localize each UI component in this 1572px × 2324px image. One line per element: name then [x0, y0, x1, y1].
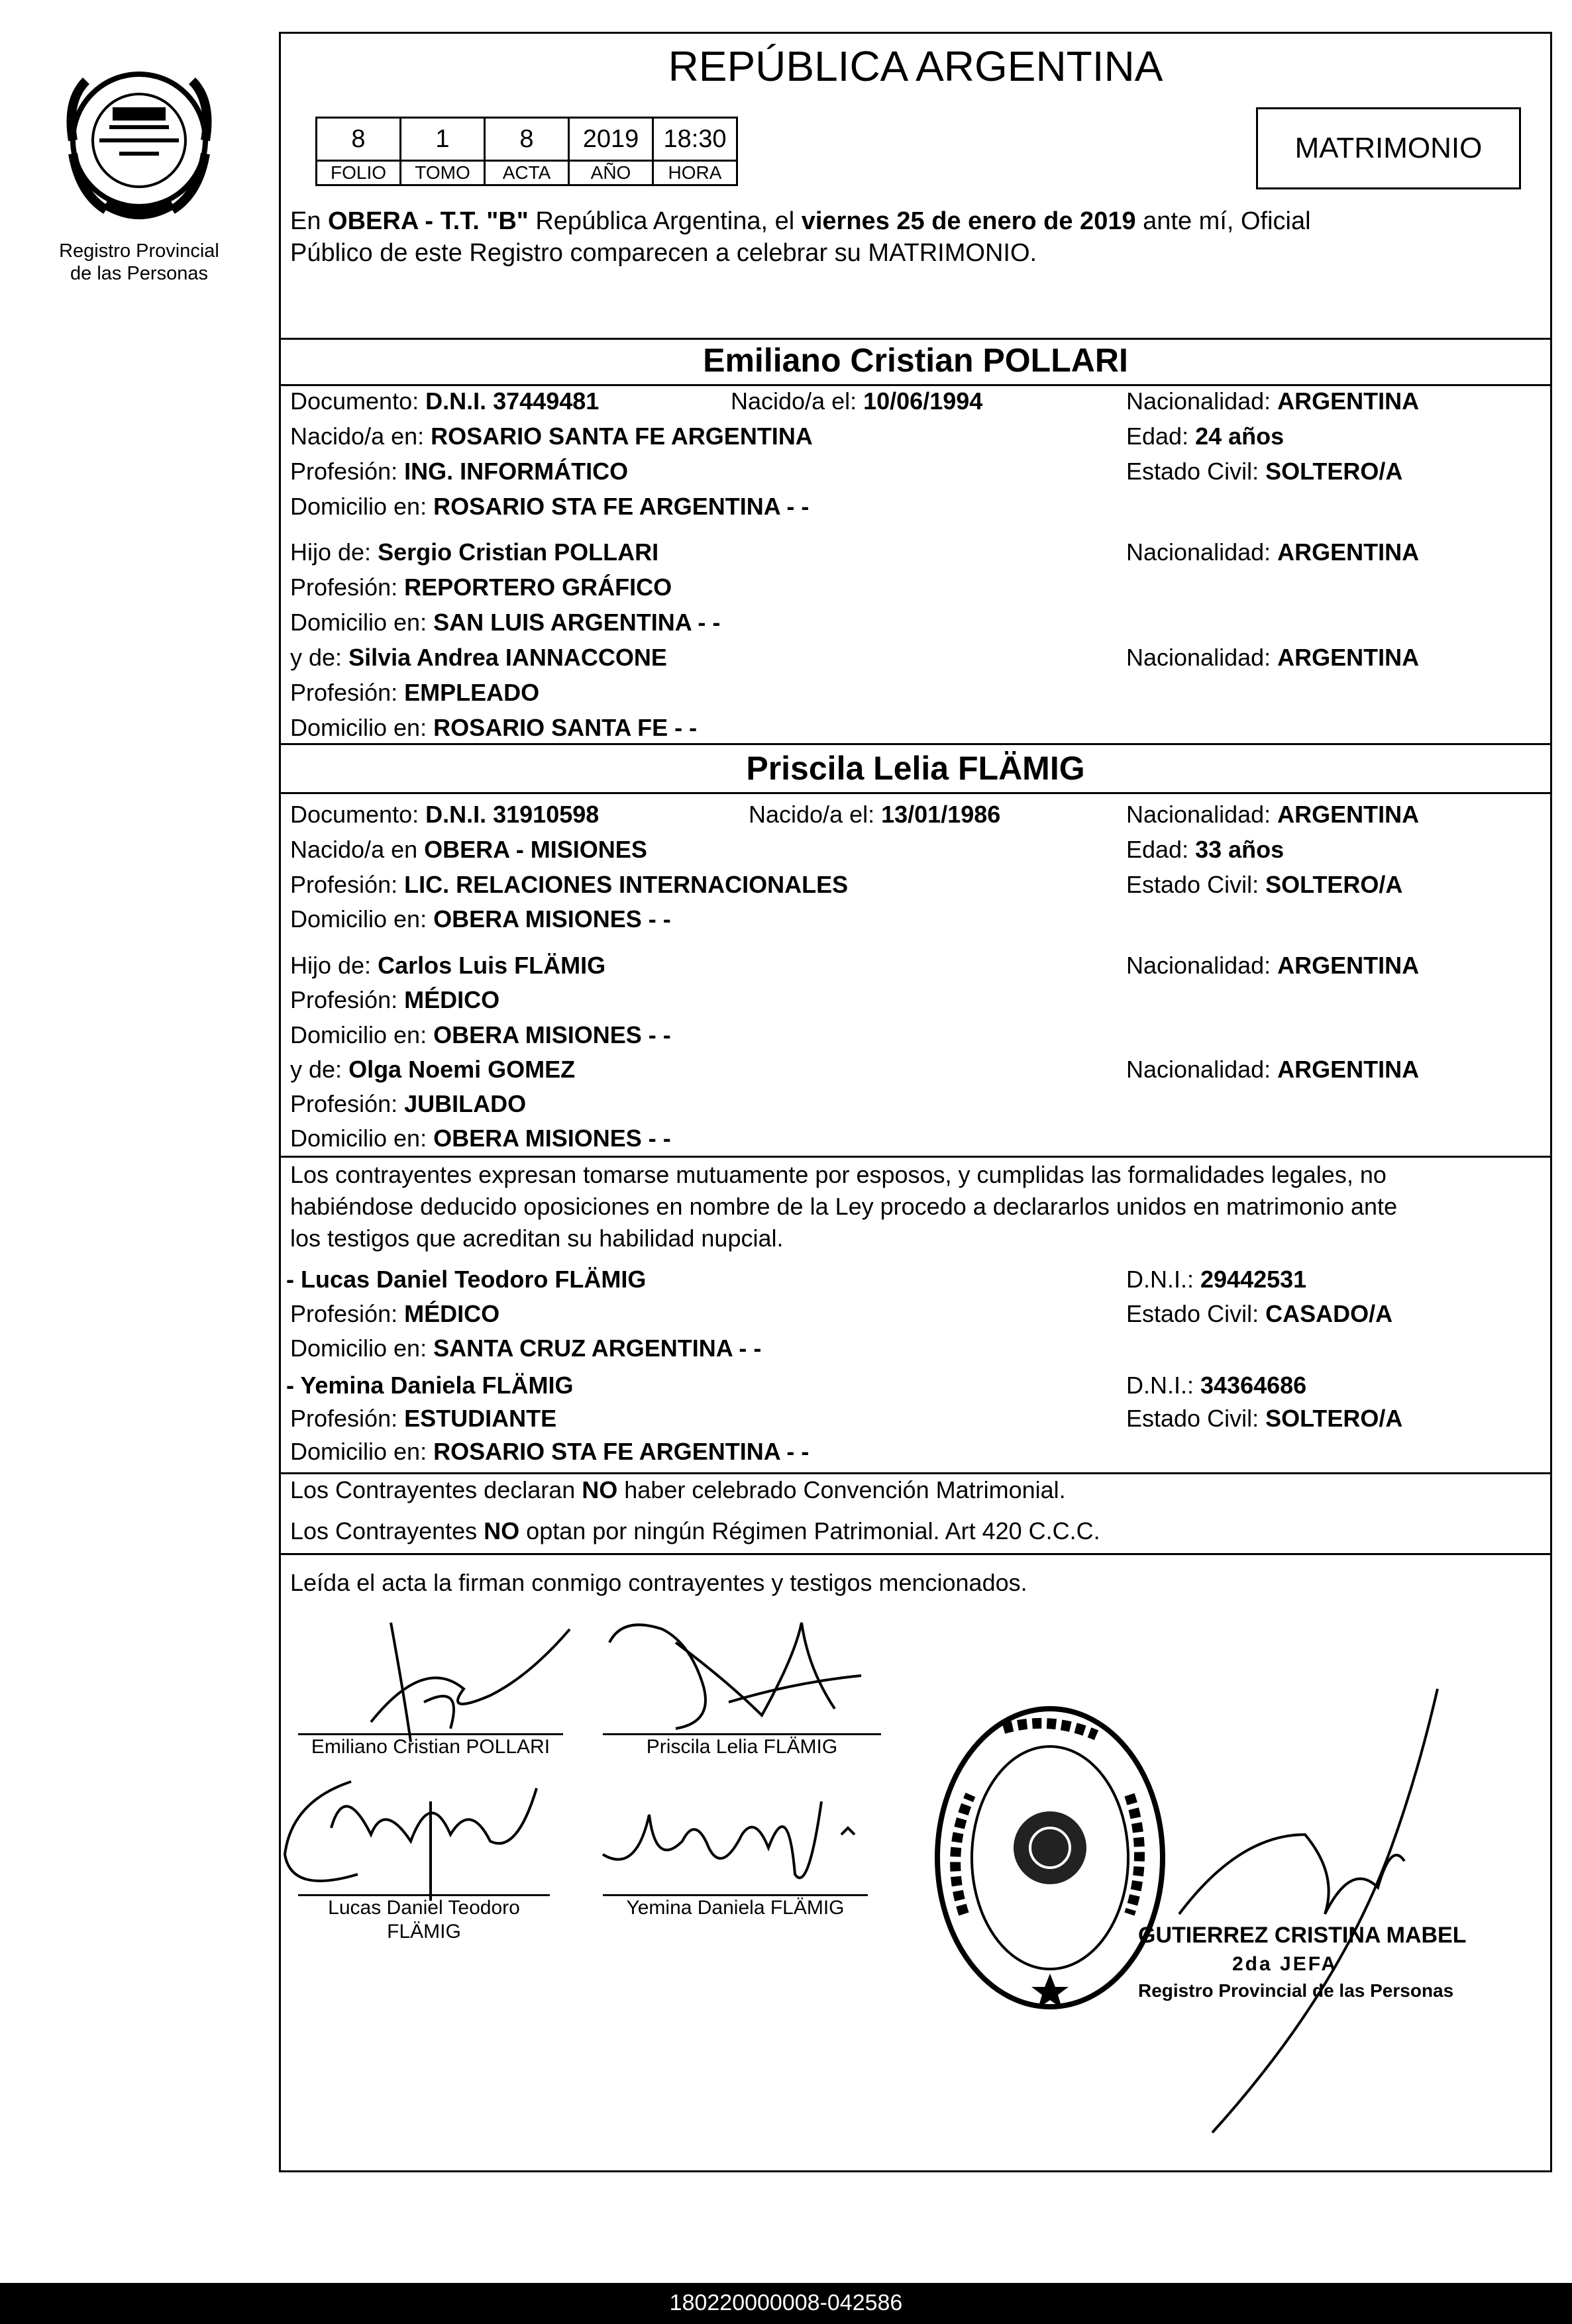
signature-witness2: [596, 1775, 874, 1901]
province-seal-logo: [60, 61, 219, 233]
signature-name-spouse2: Priscila Lelia FLÄMIG: [646, 1736, 838, 1758]
closing-statement: Leída el acta la firman conmigo contrayentes y testigos mencionados.: [290, 1569, 1027, 1596]
spouse1-mother-name: y de: Silvia Andrea IANNACCONE: [290, 644, 667, 671]
witness1-profession: Profesión: MÉDICO: [290, 1300, 500, 1327]
spouse1-profesion: Profesión: ING. INFORMÁTICO: [290, 458, 629, 485]
folio-label: FOLIO: [317, 161, 401, 185]
declaration-line1: Los contrayentes expresan tomarse mutuamente por esposos, y cumplidas las formalidades legales, no: [290, 1161, 1387, 1188]
witness2-domicile: Domicilio en: ROSARIO STA FE ARGENTINA - -: [290, 1438, 810, 1465]
declaration-line2: habiéndose deducido oposiciones en nombre de la Ley procedo a declararlos unidos en matrimonio ante: [290, 1193, 1398, 1220]
spouse1-nacido-en: Nacido/a en: ROSARIO SANTA FE ARGENTINA: [290, 423, 813, 450]
signature-name-witness1-line2: FLÄMIG: [387, 1921, 461, 1943]
convention-line1: Los Contrayentes declaran NO haber celebrado Convención Matrimonial.: [290, 1476, 1066, 1503]
barcode-number: 180220000008-042586: [669, 2290, 903, 2315]
witness1-dni: D.N.I.: 29442531: [1126, 1266, 1307, 1293]
witness2-name: - Yemina Daniela FLÄMIG: [286, 1372, 574, 1399]
divider: [279, 743, 1552, 745]
spouse1-estado-civil: Estado Civil: SOLTERO/A: [1126, 458, 1403, 485]
registry-table: [315, 117, 738, 186]
spouse1-name: Emiliano Cristian POLLARI: [703, 342, 1128, 379]
spouse1-father-profession: Profesión: REPORTERO GRÁFICO: [290, 574, 672, 601]
divider: [279, 1553, 1552, 1555]
spouse2-domicilio: Domicilio en: OBERA MISIONES - -: [290, 905, 671, 933]
signature-spouse1: [291, 1616, 636, 1748]
spouse2-name: Priscila Lelia FLÄMIG: [746, 750, 1085, 787]
signature-spouse2: [596, 1603, 901, 1748]
spouse2-nacido-en: Nacido/a en OBERA - MISIONES: [290, 836, 647, 863]
divider: [279, 1472, 1552, 1474]
anio-value: 2019: [569, 118, 653, 161]
divider: [279, 384, 1552, 386]
witness1-domicile: Domicilio en: SANTA CRUZ ARGENTINA - -: [290, 1335, 762, 1362]
logo-caption: [26, 240, 252, 285]
spouse2-profesion: Profesión: LIC. RELACIONES INTERNACIONALES: [290, 871, 849, 898]
tomo-label: TOMO: [401, 161, 485, 185]
official-name: GUTIERREZ CRISTINA MABEL: [1138, 1923, 1467, 1948]
declaration-line3: los testigos que acreditan su habilidad nupcial.: [290, 1225, 784, 1252]
witness1-name: - Lucas Daniel Teodoro FLÄMIG: [286, 1266, 647, 1293]
signature-name-spouse1: Emiliano Cristian POLLARI: [311, 1736, 550, 1758]
spouse2-nacionalidad: Nacionalidad: ARGENTINA: [1126, 801, 1420, 828]
divider: [279, 1156, 1552, 1158]
signature-official: [1139, 1676, 1484, 2139]
spouse1-domicilio: Domicilio en: ROSARIO STA FE ARGENTINA - -: [290, 493, 810, 520]
spouse1-mother-domicile: Domicilio en: ROSARIO SANTA FE - -: [290, 714, 698, 741]
spouse1-edad: Edad: 24 años: [1126, 423, 1284, 450]
country-title: REPÚBLICA ARGENTINA: [668, 42, 1163, 90]
spouse1-father-name: Hijo de: Sergio Cristian POLLARI: [290, 538, 659, 566]
spouse2-father-nationality: Nacionalidad: ARGENTINA: [1126, 952, 1420, 979]
acta-value: 8: [485, 118, 569, 161]
spouse1-father-nationality: Nacionalidad: ARGENTINA: [1126, 538, 1420, 566]
spouse2-estado-civil: Estado Civil: SOLTERO/A: [1126, 871, 1403, 898]
divider: [279, 792, 1552, 794]
spouse2-mother-name: y de: Olga Noemi GOMEZ: [290, 1056, 576, 1083]
hora-value: 18:30: [653, 118, 737, 161]
acta-label: ACTA: [485, 161, 569, 185]
witness1-civil-status: Estado Civil: CASADO/A: [1126, 1300, 1393, 1327]
official-office: Registro Provincial de las Personas: [1138, 1980, 1454, 2001]
logo-caption-line1: Registro Provincial: [59, 240, 219, 262]
document-type-box: MATRIMONIO: [1256, 107, 1521, 189]
folio-value: 8: [317, 118, 401, 161]
witness2-profession: Profesión: ESTUDIANTE: [290, 1405, 557, 1432]
spouse2-mother-profession: Profesión: JUBILADO: [290, 1090, 527, 1117]
logo-caption-line2: de las Personas: [70, 263, 208, 284]
signature-witness1: [278, 1762, 556, 1914]
spouse2-mother-domicile: Domicilio en: OBERA MISIONES - -: [290, 1125, 671, 1152]
spouse2-mother-nationality: Nacionalidad: ARGENTINA: [1126, 1056, 1420, 1083]
spouse2-father-profession: Profesión: MÉDICO: [290, 986, 500, 1013]
spouse2-edad: Edad: 33 años: [1126, 836, 1284, 863]
intro-line2: Público de este Registro comparecen a celebrar su MATRIMONIO.: [290, 239, 1037, 267]
anio-label: AÑO: [569, 161, 653, 185]
spouse2-father-name: Hijo de: Carlos Luis FLÄMIG: [290, 952, 606, 979]
tomo-value: 1: [401, 118, 485, 161]
hora-label: HORA: [653, 161, 737, 185]
spouse1-mother-nationality: Nacionalidad: ARGENTINA: [1126, 644, 1420, 671]
spouse1-mother-profession: Profesión: EMPLEADO: [290, 679, 540, 706]
witness2-dni: D.N.I.: 34364686: [1126, 1372, 1307, 1399]
spouse1-nacionalidad: Nacionalidad: ARGENTINA: [1126, 387, 1420, 415]
signature-name-witness2: Yemina Daniela FLÄMIG: [626, 1897, 845, 1919]
divider: [279, 338, 1552, 340]
signature-name-witness1-line1: Lucas Daniel Teodoro: [328, 1897, 520, 1919]
official-oval-stamp: [924, 1695, 1176, 2020]
spouse2-father-domicile: Domicilio en: OBERA MISIONES - -: [290, 1021, 671, 1048]
convention-line2: Los Contrayentes NO optan por ningún Régimen Patrimonial. Art 420 C.C.C.: [290, 1517, 1100, 1544]
official-role: 2da JEFA: [1232, 1953, 1338, 1975]
witness2-civil-status: Estado Civil: SOLTERO/A: [1126, 1405, 1403, 1432]
spouse1-documento: Documento: D.N.I. 37449481: [290, 387, 600, 415]
spouse2-documento: Documento: D.N.I. 31910598: [290, 801, 600, 828]
spouse1-father-domicile: Domicilio en: SAN LUIS ARGENTINA - -: [290, 609, 721, 636]
spouse2-nacido-el: Nacido/a el: 13/01/1986: [749, 801, 1001, 828]
spouse1-nacido-el: Nacido/a el: 10/06/1994: [731, 387, 983, 415]
intro-line1: En OBERA - T.T. "B" República Argentina, el viernes 25 de enero de 2019 ante mí, Oficial: [290, 207, 1311, 235]
